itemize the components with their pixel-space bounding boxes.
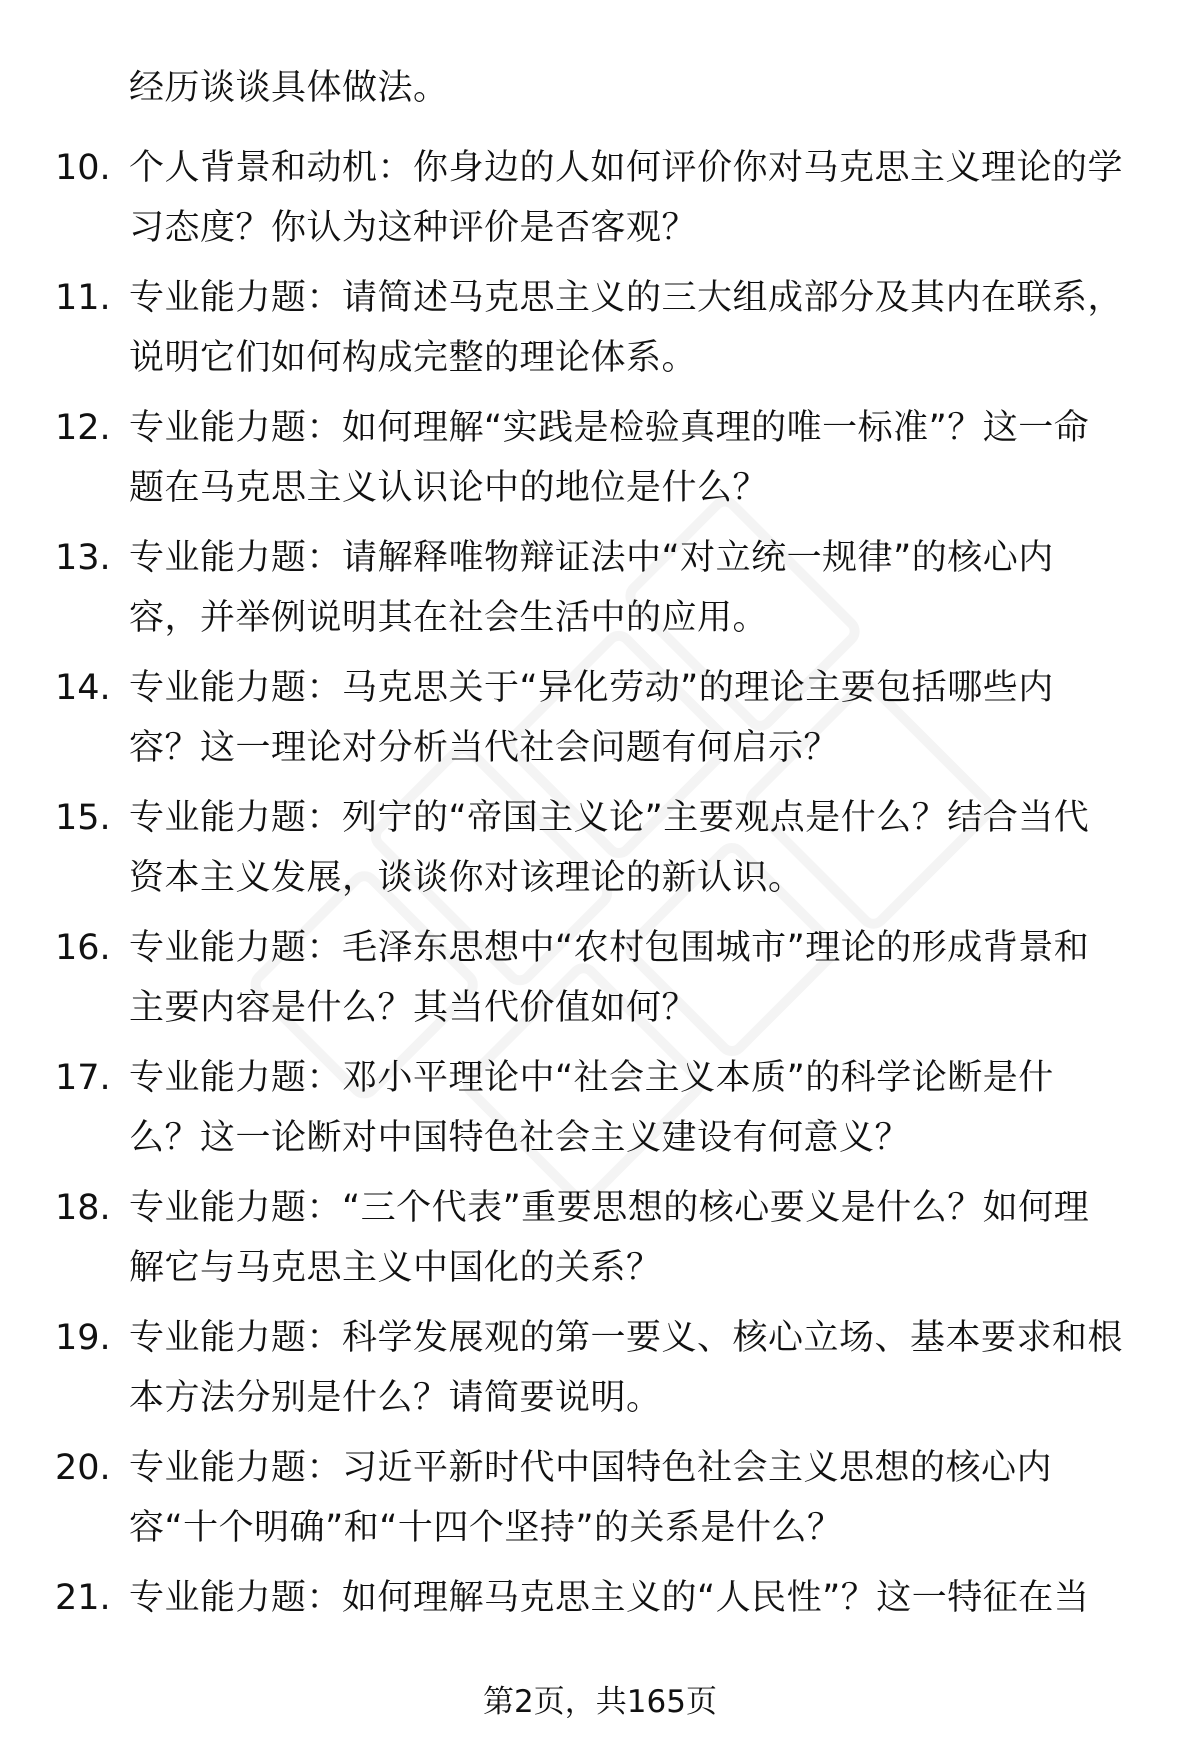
question-line: 专业能力题：如何理解马克思主义的“人民性”？这一特征在当 — [129, 1578, 1090, 1618]
question-line: 专业能力题：毛泽东思想中“农村包围城市”理论的形成背景和 — [129, 928, 1090, 968]
question-number: 11. — [55, 278, 111, 318]
question-line: 专业能力题：习近平新时代中国特色社会主义思想的核心内 — [129, 1448, 1053, 1488]
question-line: 专业能力题：马克思关于“异化劳动”的理论主要包括哪些内 — [129, 668, 1054, 708]
list-item — [0, 1048, 1200, 1178]
question-line: 题在马克思主义认识论中的地位是什么？ — [129, 468, 769, 508]
question-number: 20. — [55, 1448, 111, 1488]
list-item — [0, 528, 1200, 658]
question-line: 习态度？你认为这种评价是否客观？ — [129, 208, 698, 248]
question-number: 10. — [55, 148, 111, 188]
list-item — [0, 1178, 1200, 1308]
question-line: 专业能力题：请简述马克思主义的三大组成部分及其内在联系， — [129, 278, 1124, 318]
question-text — [129, 1438, 1149, 1558]
question-number: 17. — [55, 1058, 111, 1098]
question-line: 么？这一论断对中国特色社会主义建设有何意义？ — [129, 1118, 911, 1158]
question-number: 12. — [55, 408, 111, 448]
question-text — [129, 788, 1149, 908]
question-line: 说明它们如何构成完整的理论体系。 — [129, 338, 698, 378]
question-number: 15. — [55, 798, 111, 838]
question-text — [129, 1308, 1149, 1428]
question-text — [129, 528, 1149, 648]
question-line: 主要内容是什么？其当代价值如何？ — [129, 988, 698, 1028]
list-item — [0, 1438, 1200, 1568]
question-text — [129, 138, 1149, 258]
list-item — [0, 138, 1200, 268]
question-line: 专业能力题：邓小平理论中“社会主义本质”的科学论断是什 — [129, 1058, 1054, 1098]
list-item — [0, 788, 1200, 918]
list-item — [0, 1568, 1200, 1698]
question-text — [129, 658, 1149, 778]
question-line: 容，并举例说明其在社会生活中的应用。 — [129, 598, 769, 638]
question-line: 本方法分别是什么？请简要说明。 — [129, 1378, 662, 1418]
question-text — [129, 1048, 1149, 1168]
question-line: 专业能力题：列宁的“帝国主义论”主要观点是什么？结合当代 — [129, 798, 1090, 838]
question-list — [0, 138, 1200, 1698]
question-line: 容“十个明确”和“十四个坚持”的关系是什么？ — [129, 1508, 843, 1548]
question-number: 19. — [55, 1318, 111, 1358]
question-number: 14. — [55, 668, 111, 708]
question-line: 容？这一理论对分析当代社会问题有何启示？ — [129, 728, 840, 768]
question-number: 16. — [55, 928, 111, 968]
question-line: 资本主义发展，谈谈你对该理论的新认识。 — [129, 858, 804, 898]
question-text — [129, 1568, 1149, 1628]
question-text — [129, 398, 1149, 518]
question-number: 18. — [55, 1188, 111, 1228]
question-line: 专业能力题：科学发展观的第一要义、核心立场、基本要求和根 — [129, 1318, 1124, 1358]
question-line: 专业能力题：请解释唯物辩证法中“对立统一规律”的核心内 — [129, 538, 1054, 578]
question-text — [129, 1178, 1149, 1298]
question-line: 解它与马克思主义中国化的关系？ — [129, 1248, 662, 1288]
continuation-text: 经历谈谈具体做法。 — [129, 68, 449, 108]
question-text — [129, 268, 1149, 388]
page-number: 第2页，共165页 — [483, 1684, 717, 1720]
question-line: 专业能力题：如何理解“实践是检验真理的唯一标准”？这一命 — [129, 408, 1090, 448]
question-number: 13. — [55, 538, 111, 578]
list-item — [0, 398, 1200, 528]
question-number: 21. — [55, 1578, 111, 1618]
question-line: 个人背景和动机：你身边的人如何评价你对马克思主义理论的学 — [129, 148, 1124, 188]
list-item — [0, 658, 1200, 788]
question-line: 专业能力题：“三个代表”重要思想的核心要义是什么？如何理 — [129, 1188, 1090, 1228]
list-item — [0, 918, 1200, 1048]
question-text — [129, 918, 1149, 1038]
list-item — [0, 1308, 1200, 1438]
list-item — [0, 268, 1200, 398]
